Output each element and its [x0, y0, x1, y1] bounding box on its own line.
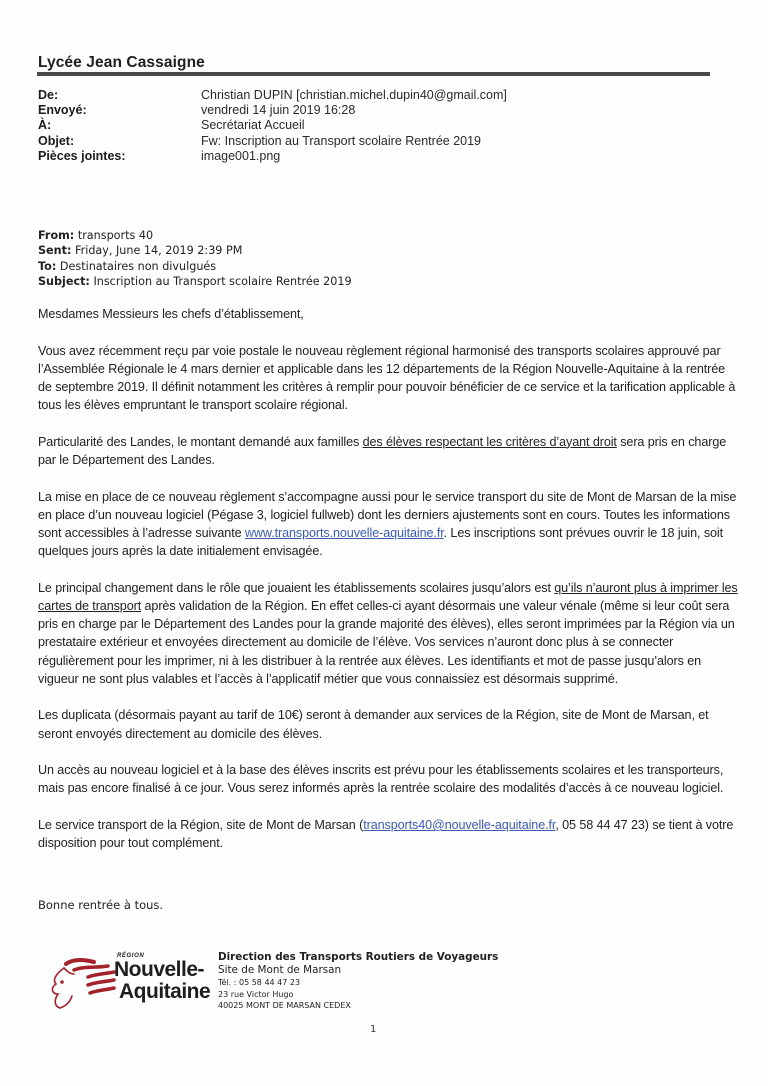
forwarded-to	[38, 259, 352, 274]
text: après validation de la Région. En effet celles-ci ayant désormais une valeur vénale (même si leur coût sera pris en charge par le Département des Landes pour la grande majorité des élèves), elles seront imprimées par la Région via un prestataire extérieur et envoyées directement au domicile de l’élève. Vos services n’auront donc plus à se connecter régulièrement pour les imprimer, ni à les distribuer à la rentrée aux élèves. Les identifiants et mot de passe jusqu’alors en vigueur ne sont plus valables et l’accès à l’applicatif métier que vous connaissiez est désormais supprimé.	[38, 599, 735, 686]
header-row-to	[38, 118, 507, 133]
fwd-label: From:	[38, 229, 75, 242]
signature-phone: Tél. : 05 58 44 47 23	[218, 978, 301, 987]
title-rule-divider	[37, 72, 710, 76]
signature-city: 40025 MONT DE MARSAN CEDEX	[218, 1001, 351, 1010]
paragraph-duplicates: Les duplicata (désormais payant au tarif de 10€) seront à demander aux services de la Région, site de Mont de Marsan, et seront envoyés directement au domicile des élèves.	[38, 708, 709, 741]
header-label: Envoyé:	[38, 103, 87, 118]
header-row-subject	[38, 134, 507, 149]
fwd-label: Subject:	[38, 274, 90, 288]
forwarded-from	[38, 228, 352, 243]
lion-emblem-icon	[44, 950, 124, 1018]
closing-line: Bonne rentrée à tous.	[38, 898, 164, 912]
header-value: Christian DUPIN [christian.michel.dupin40@gmail.com]	[201, 88, 507, 102]
page-number: 1	[370, 1024, 377, 1035]
fwd-label: Sent:	[38, 244, 72, 258]
fwd-value: Friday, June 14, 2019 2:39 PM	[71, 244, 243, 258]
greeting: Mesdames Messieurs les chefs d’établissement,	[38, 307, 304, 321]
header-value: Fw: Inscription au Transport scolaire Rentrée 2019	[201, 133, 481, 148]
email-link[interactable]: transports40@nouvelle-aquitaine.fr	[363, 818, 556, 832]
text: Particularité des Landes, le montant demandé aux familles	[38, 434, 363, 449]
forwarded-header	[38, 228, 352, 289]
header-value: Secrétariat Accueil	[201, 118, 305, 133]
header-label: De:	[38, 88, 59, 102]
text: , 05 58 44 47 23) se tient à votre disposition pour tout complément.	[38, 818, 734, 851]
text: Le service transport de la Région, site de Mont de Marsan (	[38, 818, 364, 832]
signature-site: Site de Mont de Marsan	[218, 964, 342, 976]
underlined-text: des élèves respectant les critères d’ayant droit	[362, 434, 617, 449]
attachment-filename: image001.png	[201, 148, 281, 163]
fwd-value: Inscription au Transport scolaire Rentrée 2019	[89, 274, 352, 288]
paragraph-access: Un accès au nouveau logiciel et à la base des élèves inscrits est prévu pour les établissements scolaires et les transporteurs, mais pas encore finalisé à ce jour. Vous serez informés après la rentrée scolaire des modalités d’accès à ce nouveau logiciel.	[38, 763, 724, 796]
header-row-attachments	[38, 149, 507, 164]
underlined-text: qu’ils n’auront plus à imprimer les cartes de transport	[38, 580, 738, 613]
text: La mise en place de ce nouveau règlement s’accompagne aussi pour le service transport du site de Mont de Marsan de la mise en place d’un nouveau logiciel (Pégase 3, logiciel fullweb) dont les derniers ajustements sont en cours. Toutes les informations sont accessibles à l’adresse suivante	[38, 489, 737, 540]
signature-department: Direction des Transports Routiers de Voyageurs	[218, 951, 499, 963]
header-label: Objet:	[38, 133, 75, 148]
header-label: Pièces jointes:	[38, 148, 126, 163]
logo-name-line1: Nouvelle-	[114, 958, 205, 981]
signature-block	[218, 950, 498, 1012]
paragraph-regulation: Vous avez récemment reçu par voie postale le nouveau règlement régional harmonisé des transports scolaires approuvé par l’Assemblée Régionale le 4 mars dernier et applicable dans les 12 départements de la Région Nouvelle-Aquitaine à la rentrée de septembre 2019. Il définit notamment les critères à remplir pour pouvoir bénéficier de ce service et la tarification applicable à tous les élèves empruntant le transport scolaire régional.	[38, 343, 736, 413]
logo-region-label: RÉGION	[117, 953, 145, 959]
email-body	[38, 305, 738, 871]
signature-street: 23 rue Victor Hugo	[218, 989, 294, 999]
org-title: Lycée Jean Cassaigne	[38, 54, 205, 71]
header-value: vendredi 14 juin 2019 16:28	[201, 103, 356, 118]
fwd-label: To:	[38, 259, 57, 273]
paragraph-landes	[38, 433, 738, 469]
email-header	[38, 88, 507, 164]
header-row-from	[38, 88, 507, 103]
region-logo	[44, 950, 214, 1018]
paragraph-software	[38, 488, 738, 561]
header-row-sent	[38, 103, 507, 118]
fwd-value: transports 40	[74, 229, 154, 242]
paragraph-main-change	[38, 579, 738, 688]
header-label: À:	[38, 118, 52, 133]
text: sera pris en charge par le Département des Landes.	[38, 434, 727, 467]
forwarded-sent	[38, 243, 352, 258]
paragraph-contact	[38, 816, 738, 852]
fwd-value: Destinataires non divulgués	[56, 259, 217, 273]
forwarded-subject	[38, 274, 352, 289]
website-link[interactable]: www.transports.nouvelle-aquitaine.fr	[244, 526, 444, 540]
text: Le principal changement dans le rôle que jouaient les établissements scolaires jusqu’alors est	[38, 580, 555, 595]
logo-name-line2: Aquitaine	[119, 980, 211, 1003]
text: . Les inscriptions sont prévues ouvrir le 18 juin, soit quelques jours après la date initialement envisagée.	[38, 526, 724, 559]
